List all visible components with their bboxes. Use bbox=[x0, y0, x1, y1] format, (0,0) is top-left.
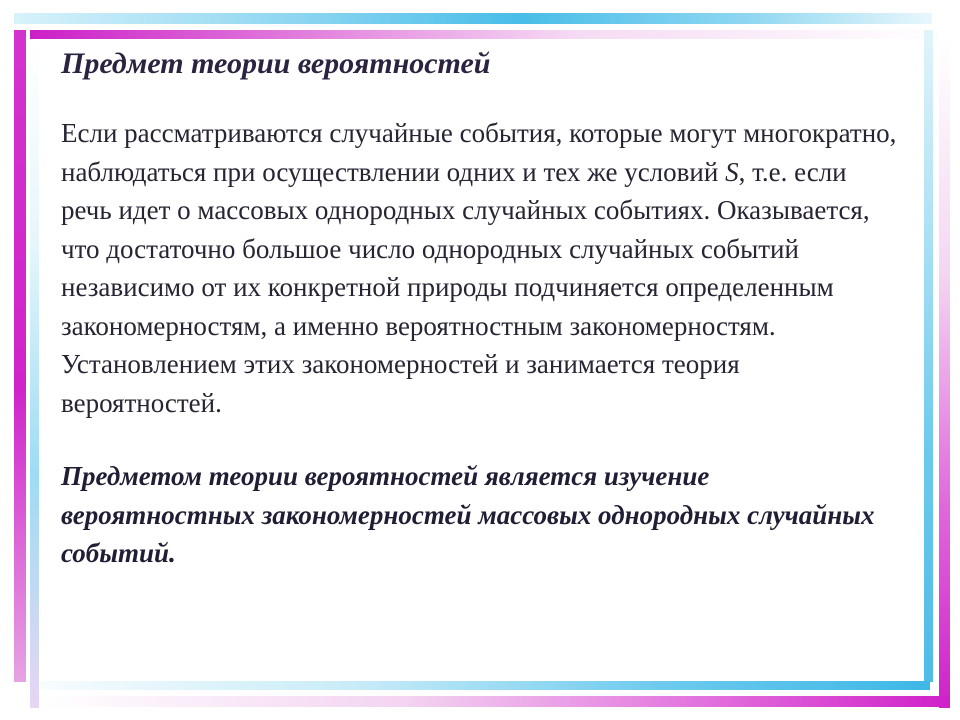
frame-right-inner-bar bbox=[939, 40, 950, 708]
frame-top-inner-bar bbox=[30, 30, 942, 39]
paragraph-text-end: , т.е. если речь идет о массовых однородных случайных событиях. Оказывается, что достаточно большое число однородных случайных событий независимо от их конкретной природы подчиняется определенным закономерностям, а именно вероятностным закономерностям. Установлением этих закономерностей и занимается теория вероятностей. bbox=[61, 156, 870, 418]
slide-content bbox=[61, 44, 901, 573]
frame-top-outer-bar bbox=[14, 13, 932, 24]
body-paragraph bbox=[61, 114, 901, 422]
conclusion-statement: Предметом теории вероятностей является изучение вероятностных закономерностей массовых однородных случайных событий. bbox=[61, 461, 875, 568]
frame-right-outer-bar bbox=[924, 30, 933, 682]
frame-bottom-inner-bar bbox=[40, 681, 930, 690]
paragraph-text-start: Если рассматриваются случайные события, которые могут многократно, наблюдаться при осуществлении одних и тех же условий bbox=[61, 118, 897, 187]
frame-left-inner-bar bbox=[30, 40, 39, 708]
frame-left-outer-bar bbox=[14, 30, 26, 682]
frame-bottom-outer-bar bbox=[40, 696, 950, 707]
variable-s: S bbox=[725, 156, 739, 187]
slide-title: Предмет теории вероятностей bbox=[61, 47, 491, 80]
